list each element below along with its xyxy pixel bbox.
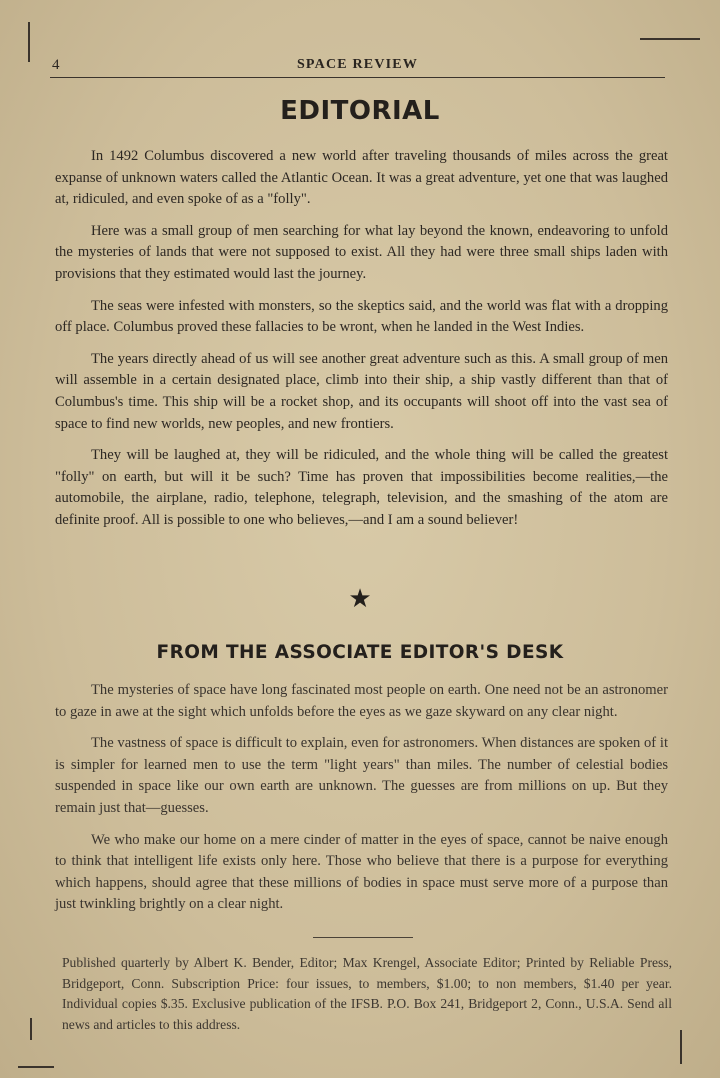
associate-paragraph: The mysteries of space have long fascinated most people on earth. One need not be an astronomer to gaze in awe at the sight which unfolds before the eyes as we gaze skyward on any clear night. xyxy=(55,682,668,720)
editorial-paragraph: Here was a small group of men searching for what lay beyond the known, endeavoring to unfold the mysteries of lands that were not supposed to exist. All they had were three small ships laden with provisions that they estimated would last the journey. xyxy=(55,222,668,282)
running-title: SPACE REVIEW xyxy=(296,57,419,72)
associate-editor-heading: FROM THE ASSOCIATE EDITOR'S DESK xyxy=(156,642,564,663)
star-icon: ★ xyxy=(348,584,372,614)
margin-mark xyxy=(18,1066,54,1068)
header-rule xyxy=(50,77,665,78)
margin-mark xyxy=(680,1030,682,1064)
page-header xyxy=(50,53,665,79)
margin-mark xyxy=(30,1018,32,1040)
editorial-body xyxy=(55,146,668,542)
margin-mark xyxy=(28,22,30,62)
publication-colophon: Published quarterly by Albert K. Bender, Editor; Max Krengel, Associate Editor; Printed by Reliable Press, Bridgeport, Conn. Subscription Price: four issues, to members, $1.00; to non members, $1.40 per year. Individual copies $.35. Exclusive publication of the IFSB. P.O. Box 241, Bridgeport 2, Conn., U.S.A. Send all news and articles to this address. xyxy=(62,955,672,1032)
margin-mark xyxy=(640,38,700,40)
associate-paragraph: We who make our home on a mere cinder of matter in the eyes of space, cannot be naive enough to think that intelligent life exists only here. Those who believe that there is a purpose for everything which happens, should agree that these millions of bodies in space must serve more of a purpose than just twinkling brightly on a clear night. xyxy=(55,831,668,913)
page-number: 4 xyxy=(52,57,60,73)
section-divider xyxy=(313,937,413,938)
editorial-paragraph: The years directly ahead of us will see another great adventure such as this. A small group of men will assemble in a certain designated place, climb into their ship, a ship vastly different than that of Columbus's time. This ship will be a rocket shop, and its occupants will shoot off into the vast sea of space to find new worlds, new peoples, and new frontiers. xyxy=(55,350,668,432)
editorial-heading: EDITORIAL xyxy=(280,96,440,126)
associate-paragraph: The vastness of space is difficult to explain, even for astronomers. When distances are spoken of it is simpler for learned men to use the term "light years" than miles. The number of celestial bodies suspended in space like our own earth are unknown. The guesses are from millions on up. But they remain just that—guesses. xyxy=(55,735,668,816)
associate-editor-body xyxy=(55,680,668,926)
editorial-paragraph: The seas were infested with monsters, so the skeptics said, and the world was flat with a dropping off place. Columbus proved these fallacies to be wront, when he landed in the West Indies. xyxy=(55,297,668,336)
editorial-paragraph: In 1492 Columbus discovered a new world after traveling thousands of miles across the great expanse of unknown waters called the Atlantic Ocean. It was a great adventure, yet one that was laughed at, ridiculed, and even spoke of as a "folly". xyxy=(55,148,668,208)
editorial-paragraph: They will be laughed at, they will be ridiculed, and the whole thing will be called the greatest "folly" on earth, but will it be such? Time has proven that impossibilities become realities,—the automobile, the airplane, radio, telephone, telegraph, television, and the smashing of the atom are definite proof. All is possible to one who believes,—and I am a sound believer! xyxy=(55,447,668,528)
